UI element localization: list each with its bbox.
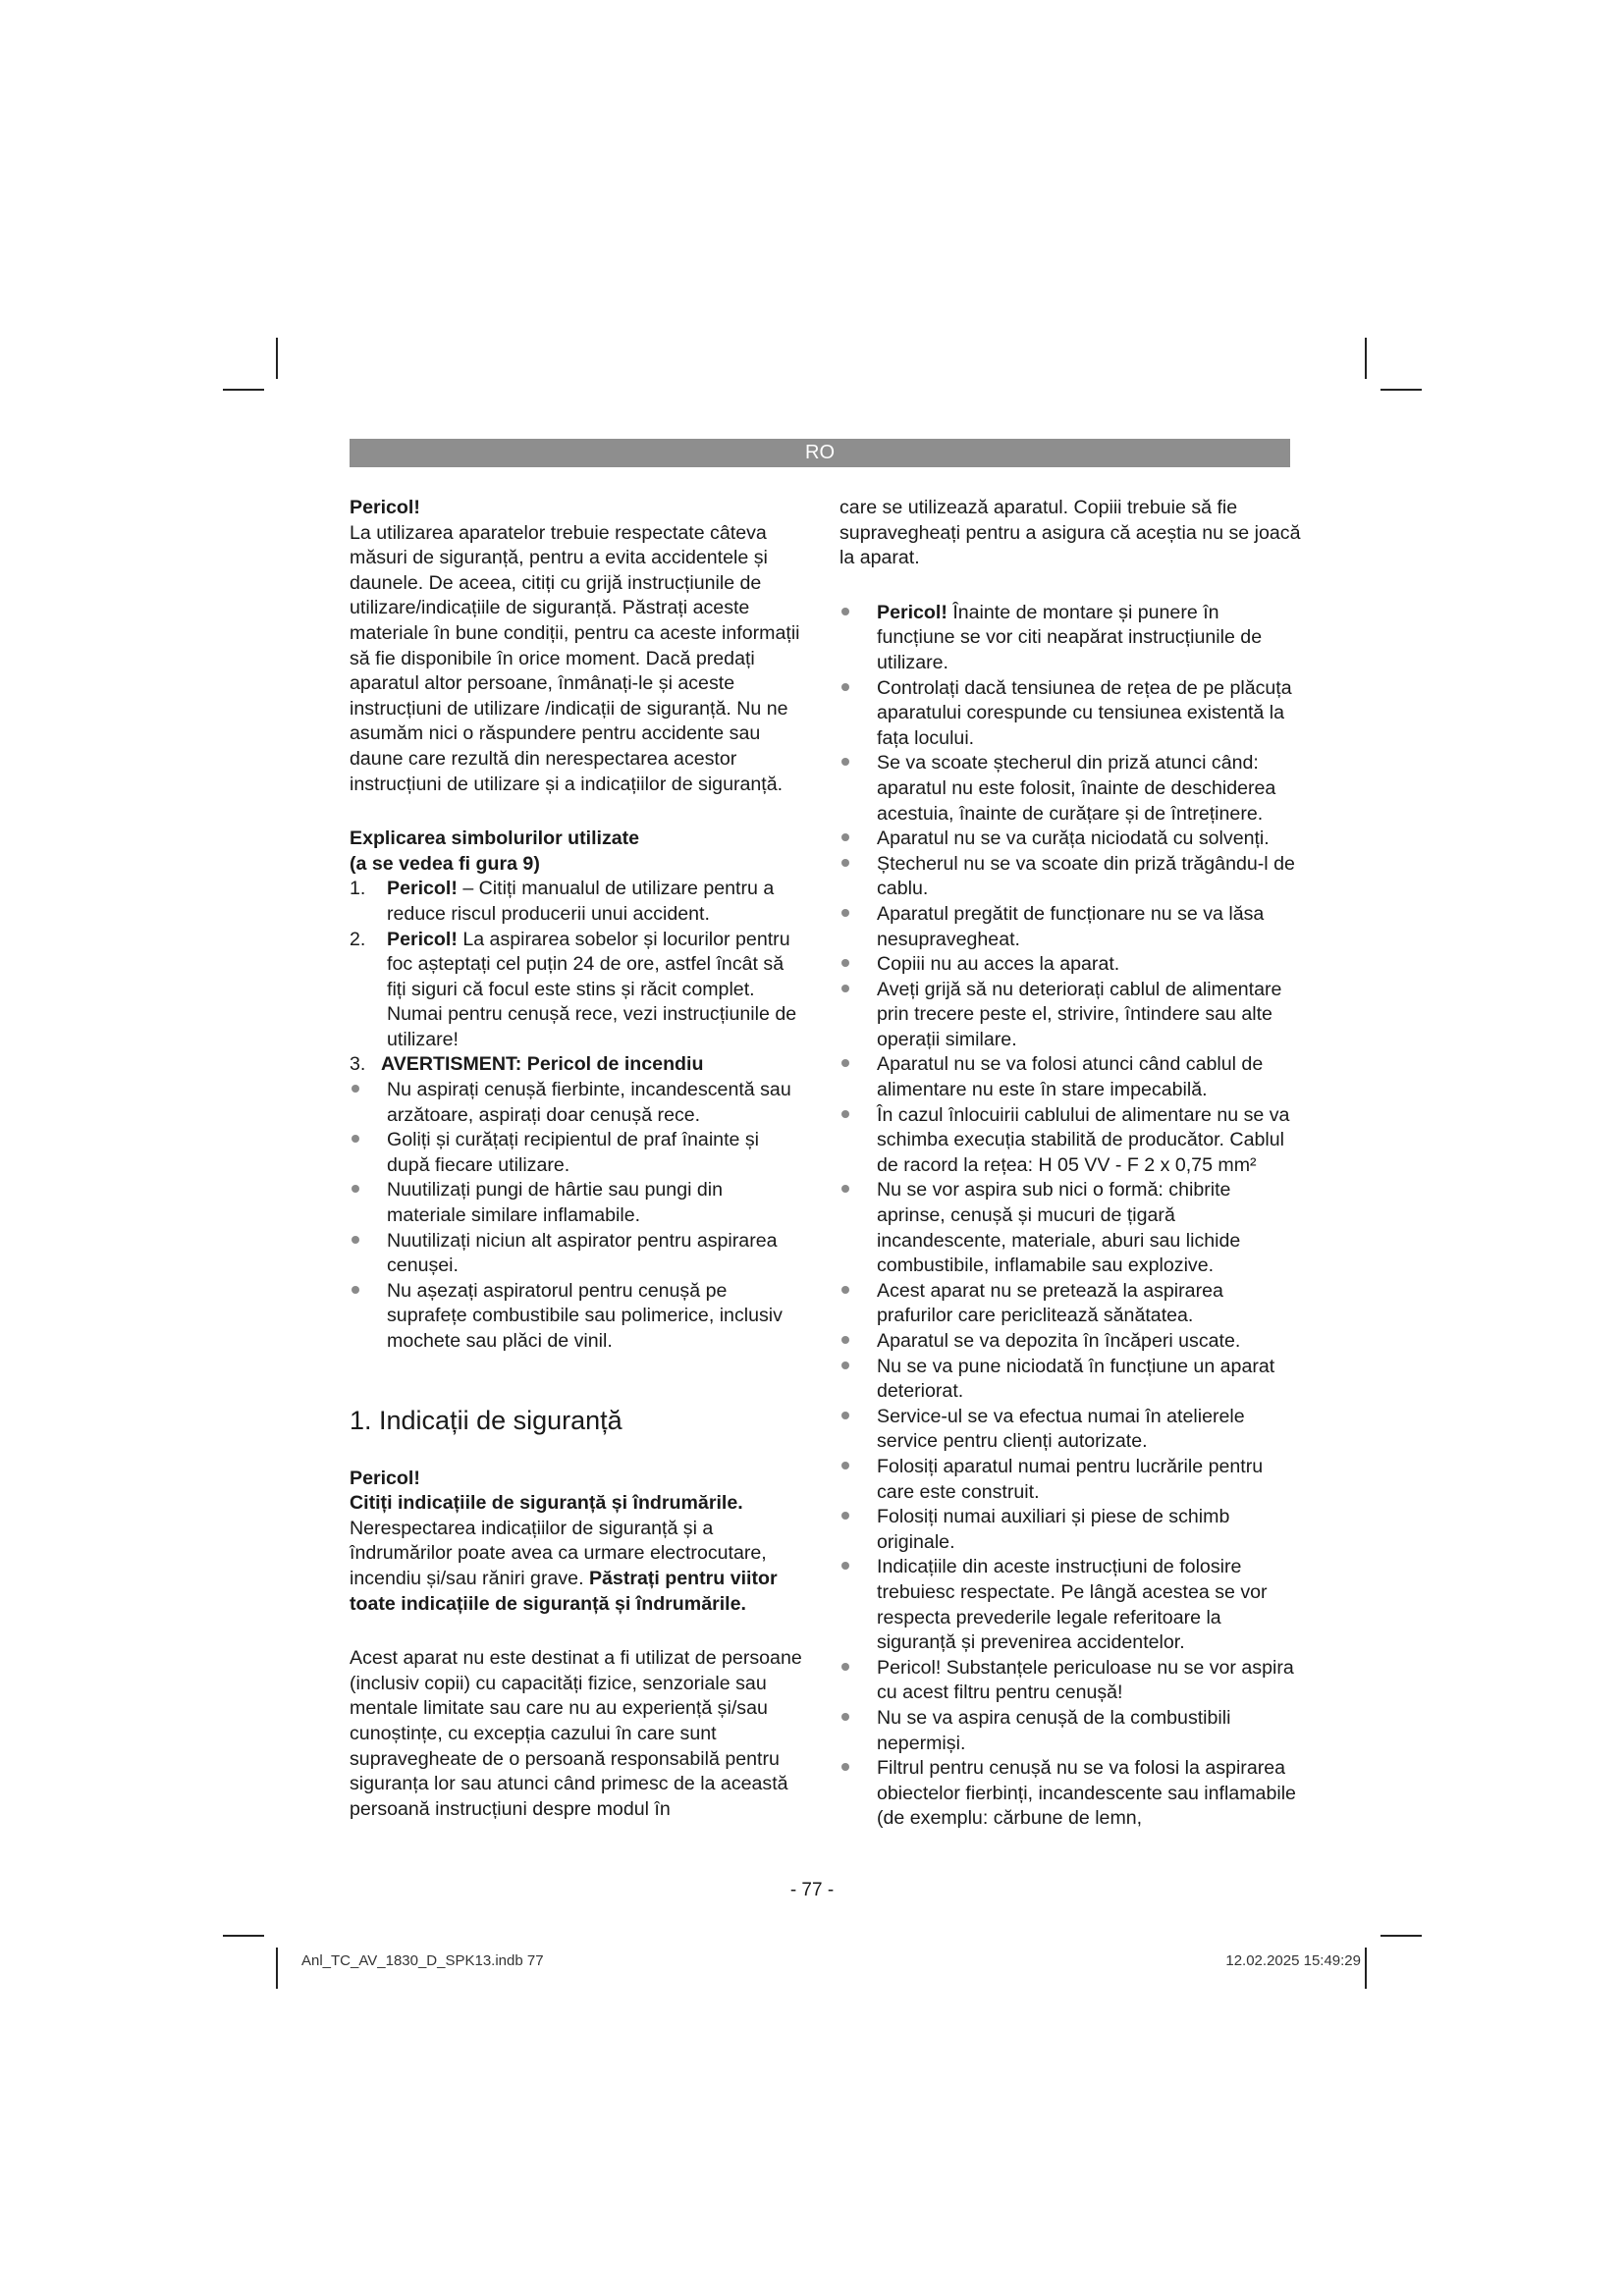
keep-instructions-bold: Păstrați pentru viitor toate indicațiile de siguranță și îndrumările. [350, 1567, 778, 1615]
bullet-icon [841, 833, 849, 841]
bullet-icon [841, 1110, 849, 1118]
bullet-icon [841, 909, 849, 917]
bullet-icon [841, 1059, 849, 1067]
list-item [839, 1405, 1301, 1455]
item-text: Nu se va pune niciodată în funcțiune un aparat deteriorat. [877, 1355, 1275, 1403]
list-item [350, 928, 805, 1053]
item-bold: AVERTISMENT: Pericol de incendiu [381, 1053, 704, 1076]
bullet-icon [841, 1663, 849, 1671]
list-item [350, 1279, 805, 1355]
list-item [350, 1128, 805, 1178]
bullet-icon [841, 1462, 849, 1469]
list-item [839, 1052, 1301, 1102]
read-instructions-bold: Citiți indicațiile de siguranță și îndrumările. [350, 1492, 743, 1515]
danger-title: Pericol! [350, 497, 420, 518]
continuation-paragraph: care se utilizează aparatul. Copiii trebuie să fie supravegheați pentru a asigura că aceștia nu se joacă la aparat. [839, 497, 1301, 569]
list-item [839, 1355, 1301, 1405]
list-item [839, 1103, 1301, 1179]
section-heading: 1. Indicații de siguranță [350, 1405, 623, 1435]
bullet-icon [841, 683, 849, 691]
item-text: Aveți grijă să nu deteriorați cablul de alimentare prin trecere peste el, strivire, întindere sau alte operații similare. [877, 978, 1282, 1050]
footer-datetime: 12.02.2025 15:49:29 [1225, 1952, 1361, 1969]
bullet-icon [841, 1713, 849, 1721]
item-text: Acest aparat nu se pretează la aspirarea prafurilor care periclitează sănătatea. [877, 1279, 1223, 1327]
warning-text: Nerespectarea indicațiilor de siguranță și a îndrumărilor poate avea ca urmare electrocutare, incendiu și/sau răniri grave. [350, 1517, 767, 1589]
list-item [839, 852, 1301, 902]
item-text: Înainte de montare și punere în funcțiune se vor citi neapărat instrucțiunile de utilizare. [877, 601, 1263, 673]
bullet-icon [352, 1135, 359, 1143]
bullet-icon [841, 1763, 849, 1771]
crop-mark-bottom-right-h [1380, 1935, 1422, 1937]
item-text: Folosiți aparatul numai pentru lucrările pentru care este construit. [877, 1455, 1264, 1503]
item-text: Se va scoate ștecherul din priză atunci când: aparatul nu este folosit, înainte de deschiderea acestuia, înainte de curățare și de întreținere. [877, 752, 1276, 825]
left-column [350, 496, 805, 1822]
fire-warning-bullets [350, 1078, 805, 1355]
list-item [839, 1279, 1301, 1329]
item-text: Pericol! Substanțele periculoase nu se vor aspira cu acest filtru pentru cenușă! [877, 1656, 1294, 1704]
item-text: Nu se va aspira cenușă de la combustibili nepermiși. [877, 1706, 1231, 1754]
bullet-icon [352, 1286, 359, 1294]
list-item [839, 827, 1301, 852]
list-item [839, 1178, 1301, 1278]
right-column [839, 496, 1301, 1832]
list-item [839, 601, 1301, 676]
crop-mark-bottom-right [1365, 1948, 1367, 1989]
item-text: Aparatul pregătit de funcționare nu se va lăsa nesupravegheat. [877, 902, 1265, 950]
item-text: Aparatul nu se va folosi atunci când cablul de alimentare nu este în stare impecabilă. [877, 1053, 1264, 1101]
danger-title-2: Pericol! [350, 1467, 420, 1489]
item-text: Nu se vor aspira sub nici o formă: chibrite aprinse, cenușă și mucuri de țigară incandescente, materiale, aburi sau lichide combustibile, inflamabile sau explozive. [877, 1179, 1241, 1277]
list-number: 1. [350, 878, 366, 900]
list-item [839, 1756, 1301, 1832]
list-item [839, 978, 1301, 1053]
bullet-icon [841, 1412, 849, 1419]
list-item [839, 1455, 1301, 1505]
safety-bullets [839, 601, 1301, 1832]
item-text: Nu aspirați cenușă fierbinte, incandescentă sau arzătoare, aspirați doar cenușă rece. [387, 1079, 791, 1126]
bullet-icon [841, 1286, 849, 1294]
symbols-subtitle: (a se vedea fi gura 9) [350, 852, 540, 875]
item-text: Aparatul se va depozita în încăperi uscate. [877, 1330, 1241, 1352]
item-text: Controlați dacă tensiunea de rețea de pe plăcuța aparatului corespunde cu tensiunea existentă la fața locului. [877, 676, 1292, 749]
warning-paragraph [350, 1517, 805, 1617]
list-item [839, 1329, 1301, 1355]
item-text: Copiii nu au acces la aparat. [877, 953, 1120, 976]
list-item [839, 1555, 1301, 1655]
item-bold: Pericol! [387, 878, 458, 900]
bullet-icon [841, 758, 849, 766]
persons-paragraph: Acest aparat nu este destinat a fi utilizat de persoane (inclusiv copii) cu capacități fizice, senzoriale sau mentale limitate sau care nu au experiență și/sau cunoștințe, cu excepția cazului în care sunt supravegheate de o persoană responsabilă pentru siguranța lor sau atunci când primesc de la această persoană instrucțiuni despre modul în [350, 1647, 802, 1820]
bullet-icon [841, 959, 849, 967]
list-number: 2. [350, 928, 366, 950]
item-text: – Citiți manualul de utilizare pentru a reduce riscul producerii unui accident. [387, 878, 775, 925]
item-text: Ștecherul nu se va scoate din priză trăgându-l de cablu. [877, 852, 1295, 900]
language-header-bar: RO [350, 439, 1290, 467]
bullet-icon [352, 1236, 359, 1244]
bullet-icon [352, 1185, 359, 1193]
bullet-icon [352, 1085, 359, 1093]
list-item [839, 676, 1301, 752]
item-text: Nu așezați aspiratorul pentru cenușă pe suprafețe combustibile sau polimerice, inclusiv mochete sau plăci de vinil. [387, 1279, 783, 1352]
bullet-icon [841, 608, 849, 615]
item-text: Folosiți numai auxiliari și piese de schimb originale. [877, 1506, 1230, 1553]
list-item [350, 1052, 805, 1078]
list-item [350, 877, 805, 927]
list-item [839, 1706, 1301, 1756]
item-bold: Pericol! [387, 928, 458, 950]
item-text: Aparatul nu se va curăța niciodată cu solvenți. [877, 828, 1270, 850]
bullet-icon [841, 985, 849, 992]
item-text: La aspirarea sobelor și locurilor pentru foc așteptați cel puțin 24 de ore, astfel încât să fiți siguri că focul este stins și răcit complet. Numai pentru cenușă rece, vezi instrucțiunile de utilizare! [387, 928, 797, 1050]
page-number: - 77 - [789, 1880, 835, 1900]
bullet-icon [841, 1512, 849, 1520]
item-text: Goliți și curățați recipientul de praf înainte și după fiecare utilizare. [387, 1129, 759, 1176]
item-text: Filtrul pentru cenușă nu se va folosi la aspirarea obiectelor fierbinți, incandescente sau inflamabile (de exemplu: cărbune de lemn, [877, 1757, 1296, 1830]
crop-mark-top-right [1365, 338, 1367, 379]
crop-mark-top-right-h [1380, 389, 1422, 391]
item-text: Nuutilizați pungi de hârtie sau pungi din materiale similare inflamabile. [387, 1179, 724, 1227]
crop-mark-top-left-h [223, 389, 264, 391]
item-text: Nuutilizați niciun alt aspirator pentru aspirarea cenușei. [387, 1229, 778, 1277]
list-item [839, 1656, 1301, 1706]
list-item [839, 1505, 1301, 1555]
bullet-icon [841, 1336, 849, 1344]
list-number: 3. [350, 1053, 366, 1076]
list-item [839, 902, 1301, 952]
item-text: Service-ul se va efectua numai în atelierele service pentru clienți autorizate. [877, 1405, 1245, 1453]
bullet-icon [841, 1185, 849, 1193]
symbols-numbered-list [350, 877, 805, 1078]
intro-paragraph: La utilizarea aparatelor trebuie respectate câteva măsuri de siguranță, pentru a evita accidentele și daunele. De aceea, citiți cu grijă instrucțiunile de utilizare/indicațiile de siguranță. Păstrați aceste materiale în bune condiții, pentru ca aceste informații să fie disponibile în orice moment. Dacă predați aparatul altor persoane, înmânați-le și aceste instrucțiuni de utilizare /indicații de siguranță. Nu ne asumăm nici o răspundere pentru accidente sau daune care rezultă din nerespectarea acestor instrucțiuni de utilizare și a indicațiilor de siguranță. [350, 521, 800, 795]
list-item [839, 751, 1301, 827]
crop-mark-bottom-left-h [223, 1935, 264, 1937]
item-bold: Pericol! [877, 601, 947, 623]
list-item [839, 952, 1301, 978]
bullet-icon [841, 859, 849, 867]
bullet-icon [841, 1562, 849, 1570]
bullet-icon [841, 1362, 849, 1369]
list-item [350, 1229, 805, 1279]
list-item [350, 1178, 805, 1228]
footer-filename: Anl_TC_AV_1830_D_SPK13.indb 77 [301, 1952, 544, 1969]
symbols-title: Explicarea simbolurilor utilizate [350, 828, 640, 850]
item-text: Indicațiile din aceste instrucțiuni de folosire trebuiesc respectate. Pe lângă acestea se vor respecta prevederile legale referitoare la siguranță și prevenirea accidentelor. [877, 1556, 1268, 1654]
item-text: În cazul înlocuirii cablului de alimentare nu se va schimba execuția stabilită de producător. Cablul de racord la rețea: H 05 VV - F 2 x 0,75 mm² [877, 1103, 1290, 1176]
crop-mark-top-left [276, 338, 278, 379]
crop-mark-bottom-left [276, 1948, 278, 1989]
list-item [350, 1078, 805, 1128]
